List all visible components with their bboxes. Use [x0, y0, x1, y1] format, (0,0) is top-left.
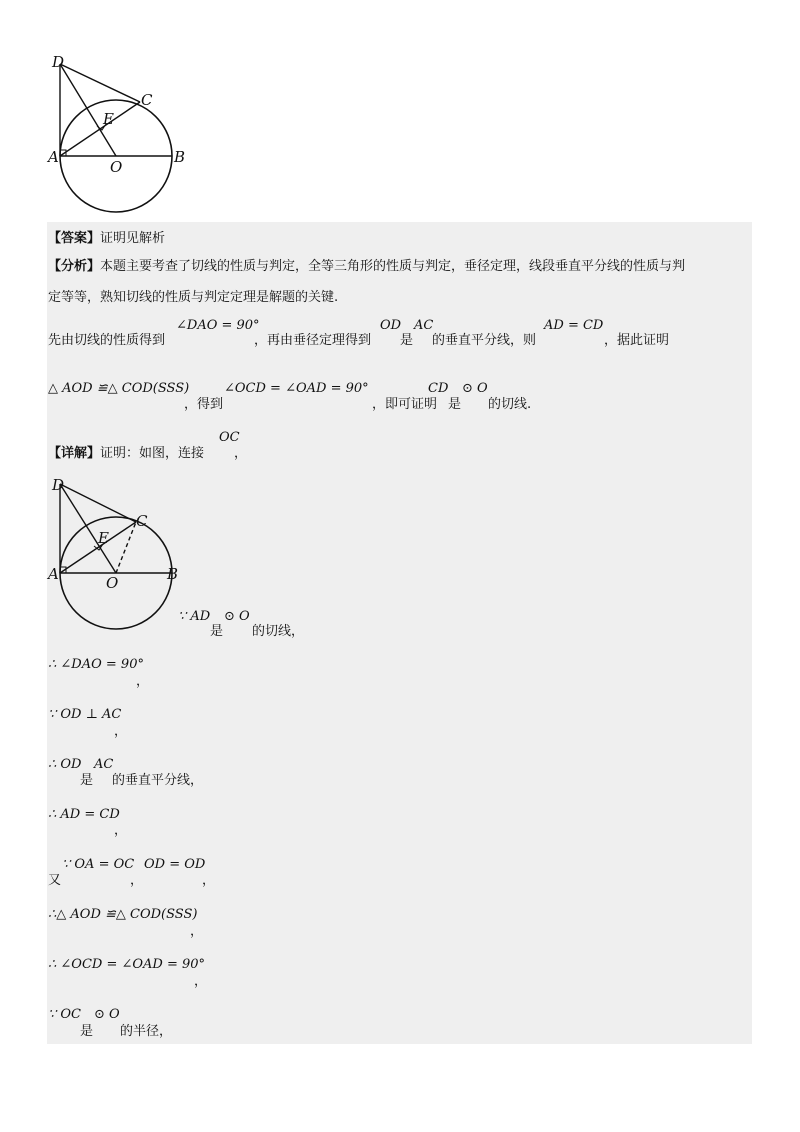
step4-t2: 的垂直平分线， [112, 773, 204, 788]
label-d: D [52, 53, 65, 71]
analysis-line3-prefix: 先由切线的性质得到 [48, 333, 166, 348]
step8-comma: ， [194, 974, 208, 989]
step1-t2: 的切线， [252, 624, 305, 639]
step9-t1: 是 [80, 1024, 94, 1039]
step4-t1: 是 [80, 773, 94, 788]
math-congruence: ∴△ AOD ≌△ COD(SSS) [48, 907, 198, 922]
step1-t1: 是 [210, 624, 224, 639]
answer-text: 证明见解析 [100, 231, 166, 246]
label-a: A [48, 148, 59, 166]
math-ad-eq-cd: ∴ AD = CD [48, 807, 120, 822]
analysis-line3-t1: ，再由垂径定理得到 [254, 333, 372, 348]
analysis-line3-t2: 是 [400, 333, 414, 348]
answer-bracket: 【答案】 [48, 231, 101, 246]
step3-comma: ， [114, 724, 128, 739]
detail-comma: ， [234, 446, 248, 461]
analysis-bracket: 【分析】 [48, 259, 101, 274]
step6-comma-1: ， [130, 873, 144, 888]
step5-comma: ， [114, 823, 128, 838]
math-because-oc: ∵ OC [48, 1007, 82, 1022]
detail-bracket: 【详解】 [48, 446, 101, 461]
math-od: OD [380, 318, 402, 333]
label-a: A [48, 565, 59, 583]
math-circle-o: ⊙ O [462, 381, 488, 396]
label-o: O [110, 158, 123, 176]
math-ad-eq-cd: AD = CD [544, 318, 604, 333]
label-b: B [174, 148, 186, 166]
math-therefore-od: ∴ OD [48, 757, 82, 772]
analysis-line-1 [48, 259, 685, 274]
detail-text: 证明：如图，连接 [100, 446, 205, 461]
analysis-line4-t3: 是 [448, 397, 462, 412]
math-because-ad: ∵ AD [178, 609, 211, 624]
analysis-line4-t4: 的切线. [488, 397, 532, 412]
analysis-line3-t3: 的垂直平分线，则 [432, 333, 537, 348]
analysis-line4-t1: ，得到 [184, 397, 224, 412]
label-c: C [136, 512, 148, 530]
detail-line [48, 446, 204, 461]
label-e: E [103, 110, 114, 128]
geometry-figure-top [40, 50, 210, 220]
math-circle-o: ⊙ O [224, 609, 250, 624]
math-od-perp-ac: ∵ OD ⊥ AC [48, 707, 122, 722]
step9-t2: 的半径， [120, 1024, 173, 1039]
step6-comma-2: ， [202, 873, 216, 888]
math-angle-dao: ∠DAO = 90° [176, 318, 260, 333]
step2-comma: ， [136, 674, 150, 689]
step7-comma: ， [190, 924, 204, 939]
math-cd: CD [428, 381, 449, 396]
label-d: D [52, 476, 65, 494]
math-congruence: △ AOD ≌△ COD(SSS) [48, 381, 190, 396]
math-oc: OC [219, 430, 240, 445]
math-oa-eq-oc: ∵ OA = OC [62, 857, 135, 872]
analysis-line3-t4: ，据此证明 [604, 333, 670, 348]
math-angle-ocd: ∠OCD = ∠OAD = 90° [224, 381, 369, 396]
math-od-eq-od: OD = OD [144, 857, 206, 872]
label-c: C [141, 91, 153, 109]
step6-pre: 又 [48, 873, 62, 888]
line-oc-dashed [116, 522, 136, 573]
analysis-line-2: 定等等，熟知切线的性质与判定定理是解题的关键. [48, 290, 339, 305]
math-angle-ocd: ∴ ∠OCD = ∠OAD = 90° [48, 957, 206, 972]
math-therefore-dao: ∴ ∠DAO = 90° [48, 657, 144, 672]
analysis-text-1: 本题主要考查了切线的性质与判定，全等三角形的性质与判定，垂径定理，线段垂直平分线的性质与判 [100, 259, 686, 274]
label-o: O [106, 574, 119, 592]
label-b: B [167, 565, 179, 583]
analysis-line4-t2: ，即可证明 [372, 397, 438, 412]
math-ac: AC [414, 318, 434, 333]
math-ac: AC [94, 757, 114, 772]
answer-line [48, 231, 165, 246]
math-circle-o: ⊙ O [94, 1007, 120, 1022]
label-e: E [98, 529, 109, 547]
